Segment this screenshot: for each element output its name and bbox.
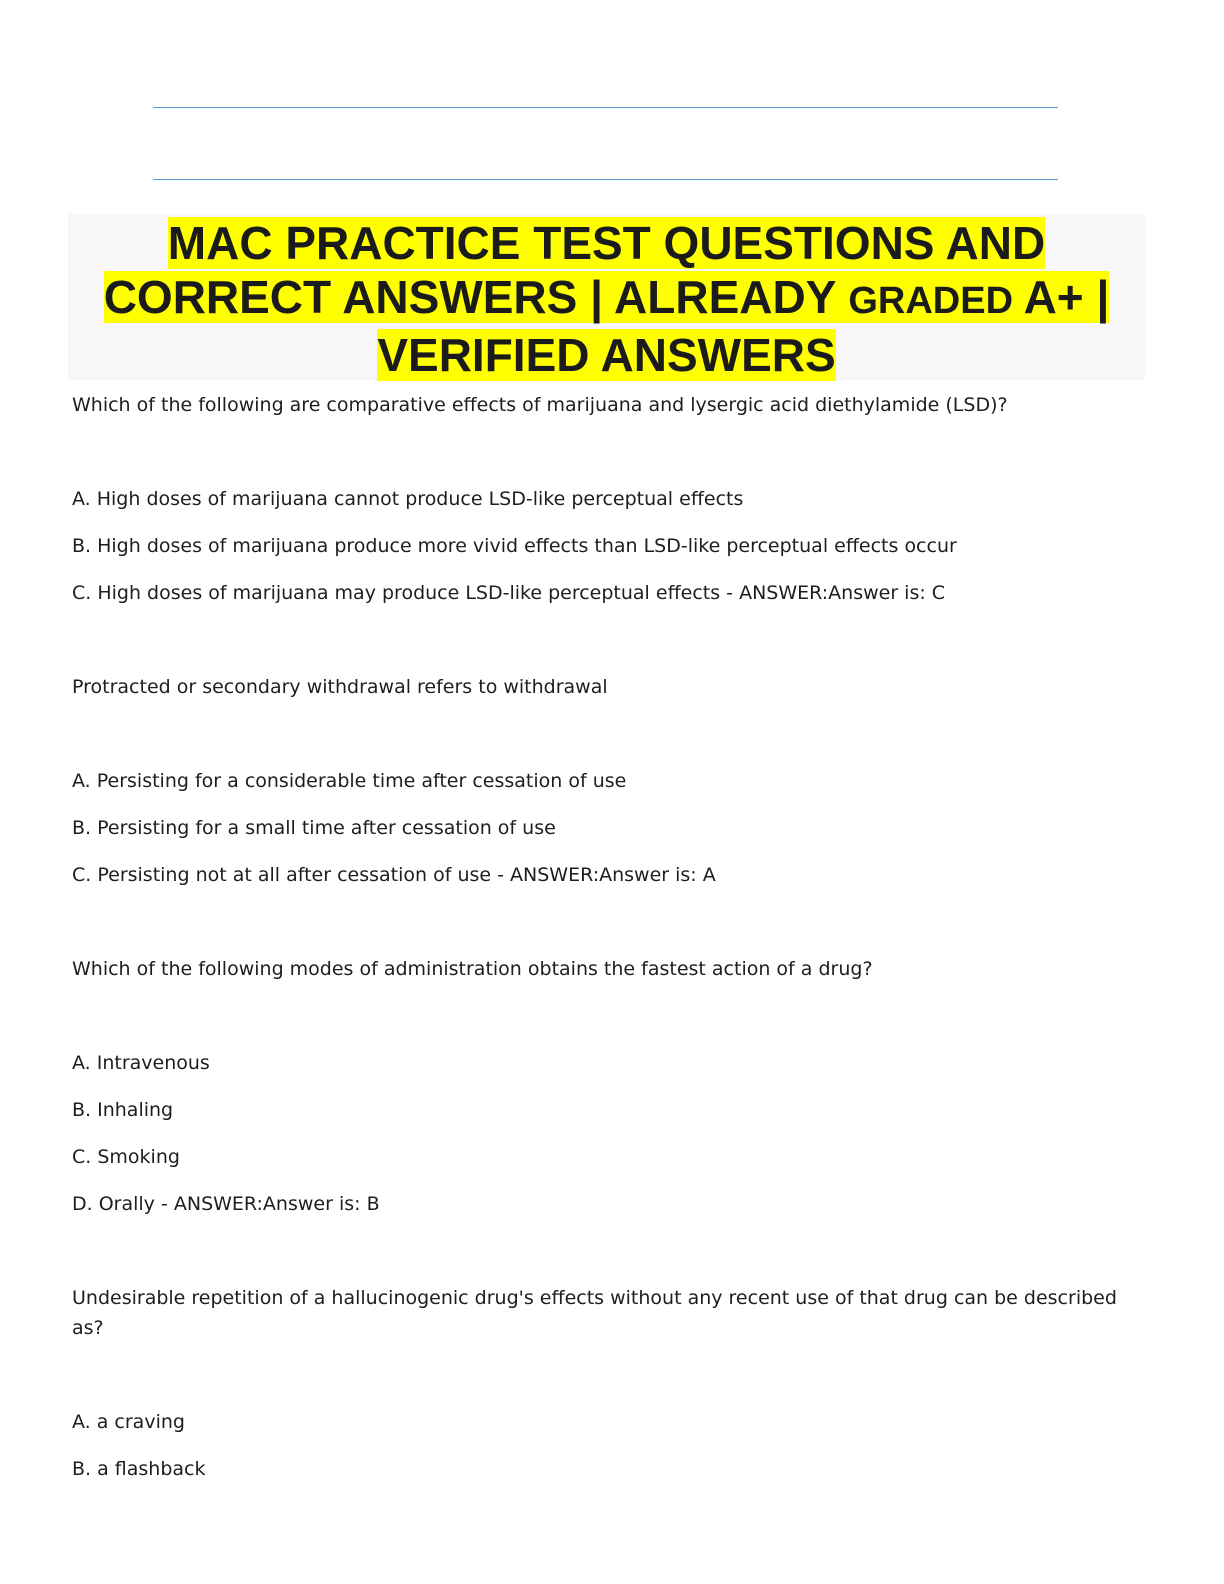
answer-option: D. Orally - ANSWER:Answer is: B bbox=[72, 1193, 380, 1215]
answer-option: B. a flashback bbox=[72, 1458, 206, 1480]
header-rule-top bbox=[153, 107, 1058, 108]
answer-option: A. Intravenous bbox=[72, 1052, 210, 1074]
document-title bbox=[68, 216, 1145, 382]
title-line-1: MAC PRACTICE TEST QUESTIONS AND bbox=[167, 217, 1046, 269]
header-rule-bottom bbox=[153, 179, 1058, 180]
question-text: Which of the following are comparative effects of marijuana and lysergic acid diethylamide (LSD)? bbox=[72, 394, 1008, 416]
question-text: Undesirable repetition of a hallucinogenic drug's effects without any recent use of that drug can be described as? bbox=[72, 1287, 1117, 1339]
answer-option: B. Inhaling bbox=[72, 1099, 174, 1121]
title-line-3: VERIFIED ANSWERS bbox=[377, 329, 836, 381]
question-list bbox=[72, 390, 1147, 1501]
question-text: Which of the following modes of administration obtains the fastest action of a drug? bbox=[72, 958, 873, 980]
answer-option: A. Persisting for a considerable time after cessation of use bbox=[72, 770, 627, 792]
answer-option: C. Smoking bbox=[72, 1146, 180, 1168]
answer-option: A. High doses of marijuana cannot produce LSD-like perceptual effects bbox=[72, 488, 744, 510]
answer-option: B. High doses of marijuana produce more vivid effects than LSD-like perceptual effects occur bbox=[72, 535, 957, 557]
question-text: Protracted or secondary withdrawal refers to withdrawal bbox=[72, 676, 608, 698]
answer-option: B. Persisting for a small time after cessation of use bbox=[72, 817, 556, 839]
answer-option: A. a craving bbox=[72, 1411, 185, 1433]
answer-option: C. High doses of marijuana may produce LSD-like perceptual effects - ANSWER:Answer is: C bbox=[72, 582, 946, 604]
answer-option: C. Persisting not at all after cessation of use - ANSWER:Answer is: A bbox=[72, 864, 716, 886]
title-line-2: CORRECT ANSWERS | ALREADY GRADED A+ | bbox=[103, 271, 1110, 323]
